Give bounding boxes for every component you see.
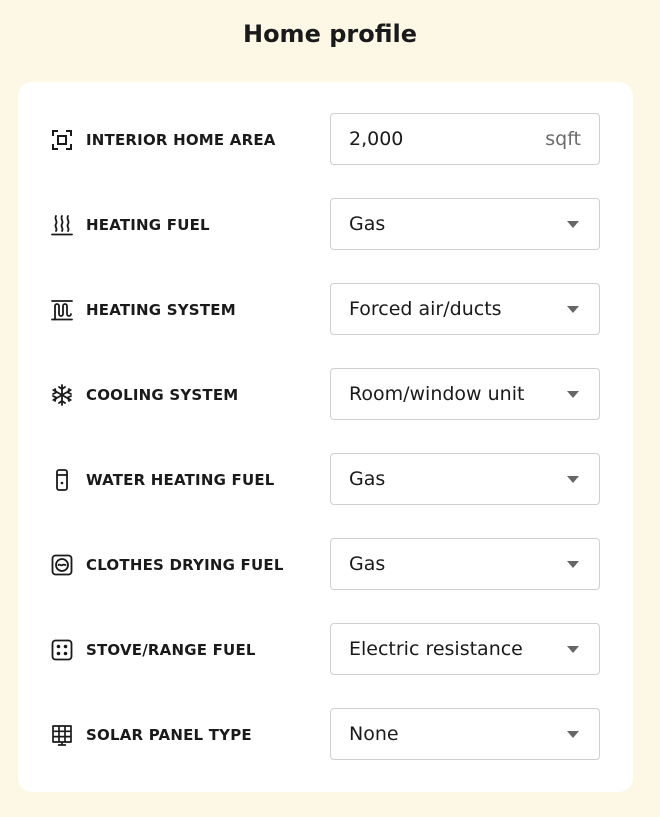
solar-panel-type-value: None (349, 723, 399, 745)
clothes-drying-fuel-value: Gas (349, 553, 386, 575)
stove-range-fuel-select[interactable] (330, 623, 600, 675)
chevron-down-icon (567, 476, 579, 483)
solar-panel-type-label: SOLAR PANEL TYPE (86, 726, 252, 744)
heating-fuel-select[interactable] (330, 198, 600, 250)
heating-system-value: Forced air/ducts (349, 298, 502, 320)
heating-fuel-label: HEATING FUEL (86, 216, 210, 234)
solar-panel-icon (50, 723, 74, 747)
interior-home-area-row (18, 113, 633, 167)
interior-home-area-input[interactable] (330, 113, 600, 165)
heating-fuel-value: Gas (349, 213, 386, 235)
heating-system-label: HEATING SYSTEM (86, 301, 236, 319)
stove-icon (50, 638, 74, 662)
area-icon (50, 128, 74, 152)
stove-range-fuel-label: STOVE/RANGE FUEL (86, 641, 256, 659)
cooling-system-value: Room/window unit (349, 383, 525, 405)
heating-system-select[interactable] (330, 283, 600, 335)
water-heating-fuel-row (18, 453, 633, 507)
snowflake-icon (50, 383, 74, 407)
heating-system-row (18, 283, 633, 337)
dryer-icon (50, 553, 74, 577)
chevron-down-icon (567, 391, 579, 398)
heating-fuel-row (18, 198, 633, 252)
chevron-down-icon (567, 561, 579, 568)
interior-home-area-value[interactable]: 2,000 (349, 128, 404, 150)
heat-waves-icon (50, 213, 74, 237)
radiator-icon (50, 298, 74, 322)
chevron-down-icon (567, 221, 579, 228)
clothes-drying-fuel-row (18, 538, 633, 592)
chevron-down-icon (567, 731, 579, 738)
clothes-drying-fuel-select[interactable] (330, 538, 600, 590)
water-heating-fuel-value: Gas (349, 468, 386, 490)
page-title: Home profile (242, 20, 417, 48)
area-unit-label: sqft (545, 128, 581, 150)
stove-range-fuel-row (18, 623, 633, 677)
solar-panel-type-select[interactable] (330, 708, 600, 760)
clothes-drying-fuel-label: CLOTHES DRYING FUEL (86, 556, 284, 574)
chevron-down-icon (567, 306, 579, 313)
water-heater-icon (50, 468, 74, 492)
water-heating-fuel-select[interactable] (330, 453, 600, 505)
solar-panel-type-row (18, 708, 633, 762)
home-profile-card (18, 82, 633, 792)
cooling-system-row (18, 368, 633, 422)
water-heating-fuel-label: WATER HEATING FUEL (86, 471, 275, 489)
interior-home-area-label: INTERIOR HOME AREA (86, 131, 276, 149)
cooling-system-select[interactable] (330, 368, 600, 420)
cooling-system-label: COOLING SYSTEM (86, 386, 239, 404)
stove-range-fuel-value: Electric resistance (349, 638, 523, 660)
chevron-down-icon (567, 646, 579, 653)
